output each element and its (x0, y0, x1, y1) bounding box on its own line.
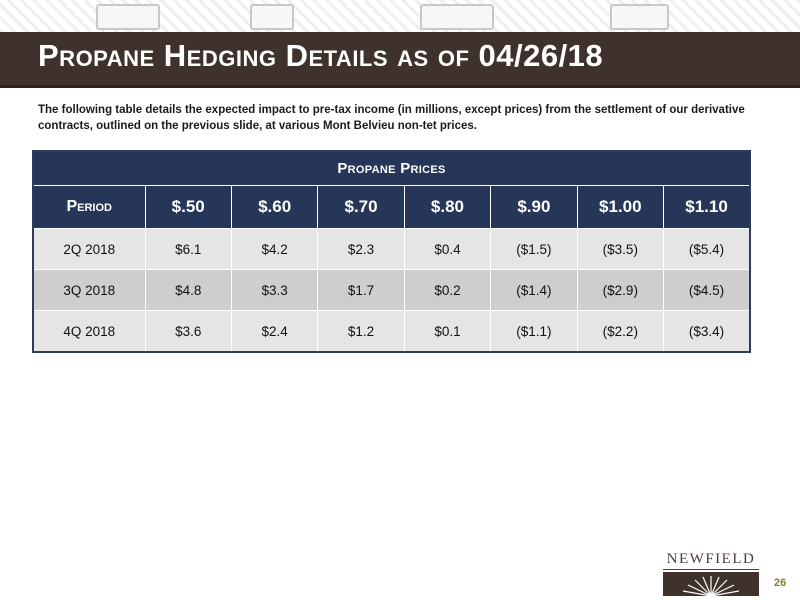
value-cell: $0.4 (404, 229, 490, 270)
slide-title: Propane Hedging Details as of 04/26/18 (38, 38, 604, 73)
period-cell: 2Q 2018 (33, 229, 145, 270)
value-cell: $4.2 (231, 229, 317, 270)
page-number: 26 (774, 577, 787, 589)
value-cell: $4.8 (145, 270, 231, 311)
value-cell: ($3.5) (577, 229, 663, 270)
value-cell: ($2.2) (577, 311, 663, 353)
table-row (33, 270, 750, 311)
value-cell: $3.3 (231, 270, 317, 311)
value-cell: ($1.1) (491, 311, 577, 353)
tool-pattern-icon (96, 4, 160, 30)
value-cell: ($5.4) (664, 229, 750, 270)
period-cell: 3Q 2018 (33, 270, 145, 311)
period-header: Period (33, 186, 145, 229)
value-cell: ($1.5) (491, 229, 577, 270)
value-cell: $0.1 (404, 311, 490, 353)
value-cell: $0.2 (404, 270, 490, 311)
newfield-logo (663, 551, 759, 596)
table-row (33, 229, 750, 270)
group-header: Propane Prices (33, 151, 750, 186)
price-header: $1.10 (664, 186, 750, 229)
value-cell: $1.2 (318, 311, 404, 353)
tool-pattern-icon (610, 4, 669, 30)
value-cell: $2.3 (318, 229, 404, 270)
price-header: $1.00 (577, 186, 663, 229)
value-cell: $2.4 (231, 311, 317, 353)
decorative-banner (0, 0, 800, 33)
value-cell: ($2.9) (577, 270, 663, 311)
hedging-table (32, 150, 751, 353)
value-cell: $6.1 (145, 229, 231, 270)
price-header: $.90 (491, 186, 577, 229)
price-header: $.80 (404, 186, 490, 229)
value-cell: ($3.4) (664, 311, 750, 353)
sunburst-icon (663, 572, 759, 596)
value-cell: ($4.5) (664, 270, 750, 311)
price-header: $.60 (231, 186, 317, 229)
table-row (33, 311, 750, 353)
value-cell: ($1.4) (491, 270, 577, 311)
tool-pattern-icon (250, 4, 294, 30)
value-cell: $3.6 (145, 311, 231, 353)
intro-text: The following table details the expected impact to pre-tax income (in millions, except prices) from the settlement of our derivative contracts, outlined on the previous slide, at various Mont Belvieu non-tet prices. (38, 104, 745, 132)
price-header: $.70 (318, 186, 404, 229)
value-cell: $1.7 (318, 270, 404, 311)
tool-pattern-icon (420, 4, 494, 30)
logo-wordmark: NEWFIELD (666, 551, 756, 567)
price-header: $.50 (145, 186, 231, 229)
period-cell: 4Q 2018 (33, 311, 145, 353)
